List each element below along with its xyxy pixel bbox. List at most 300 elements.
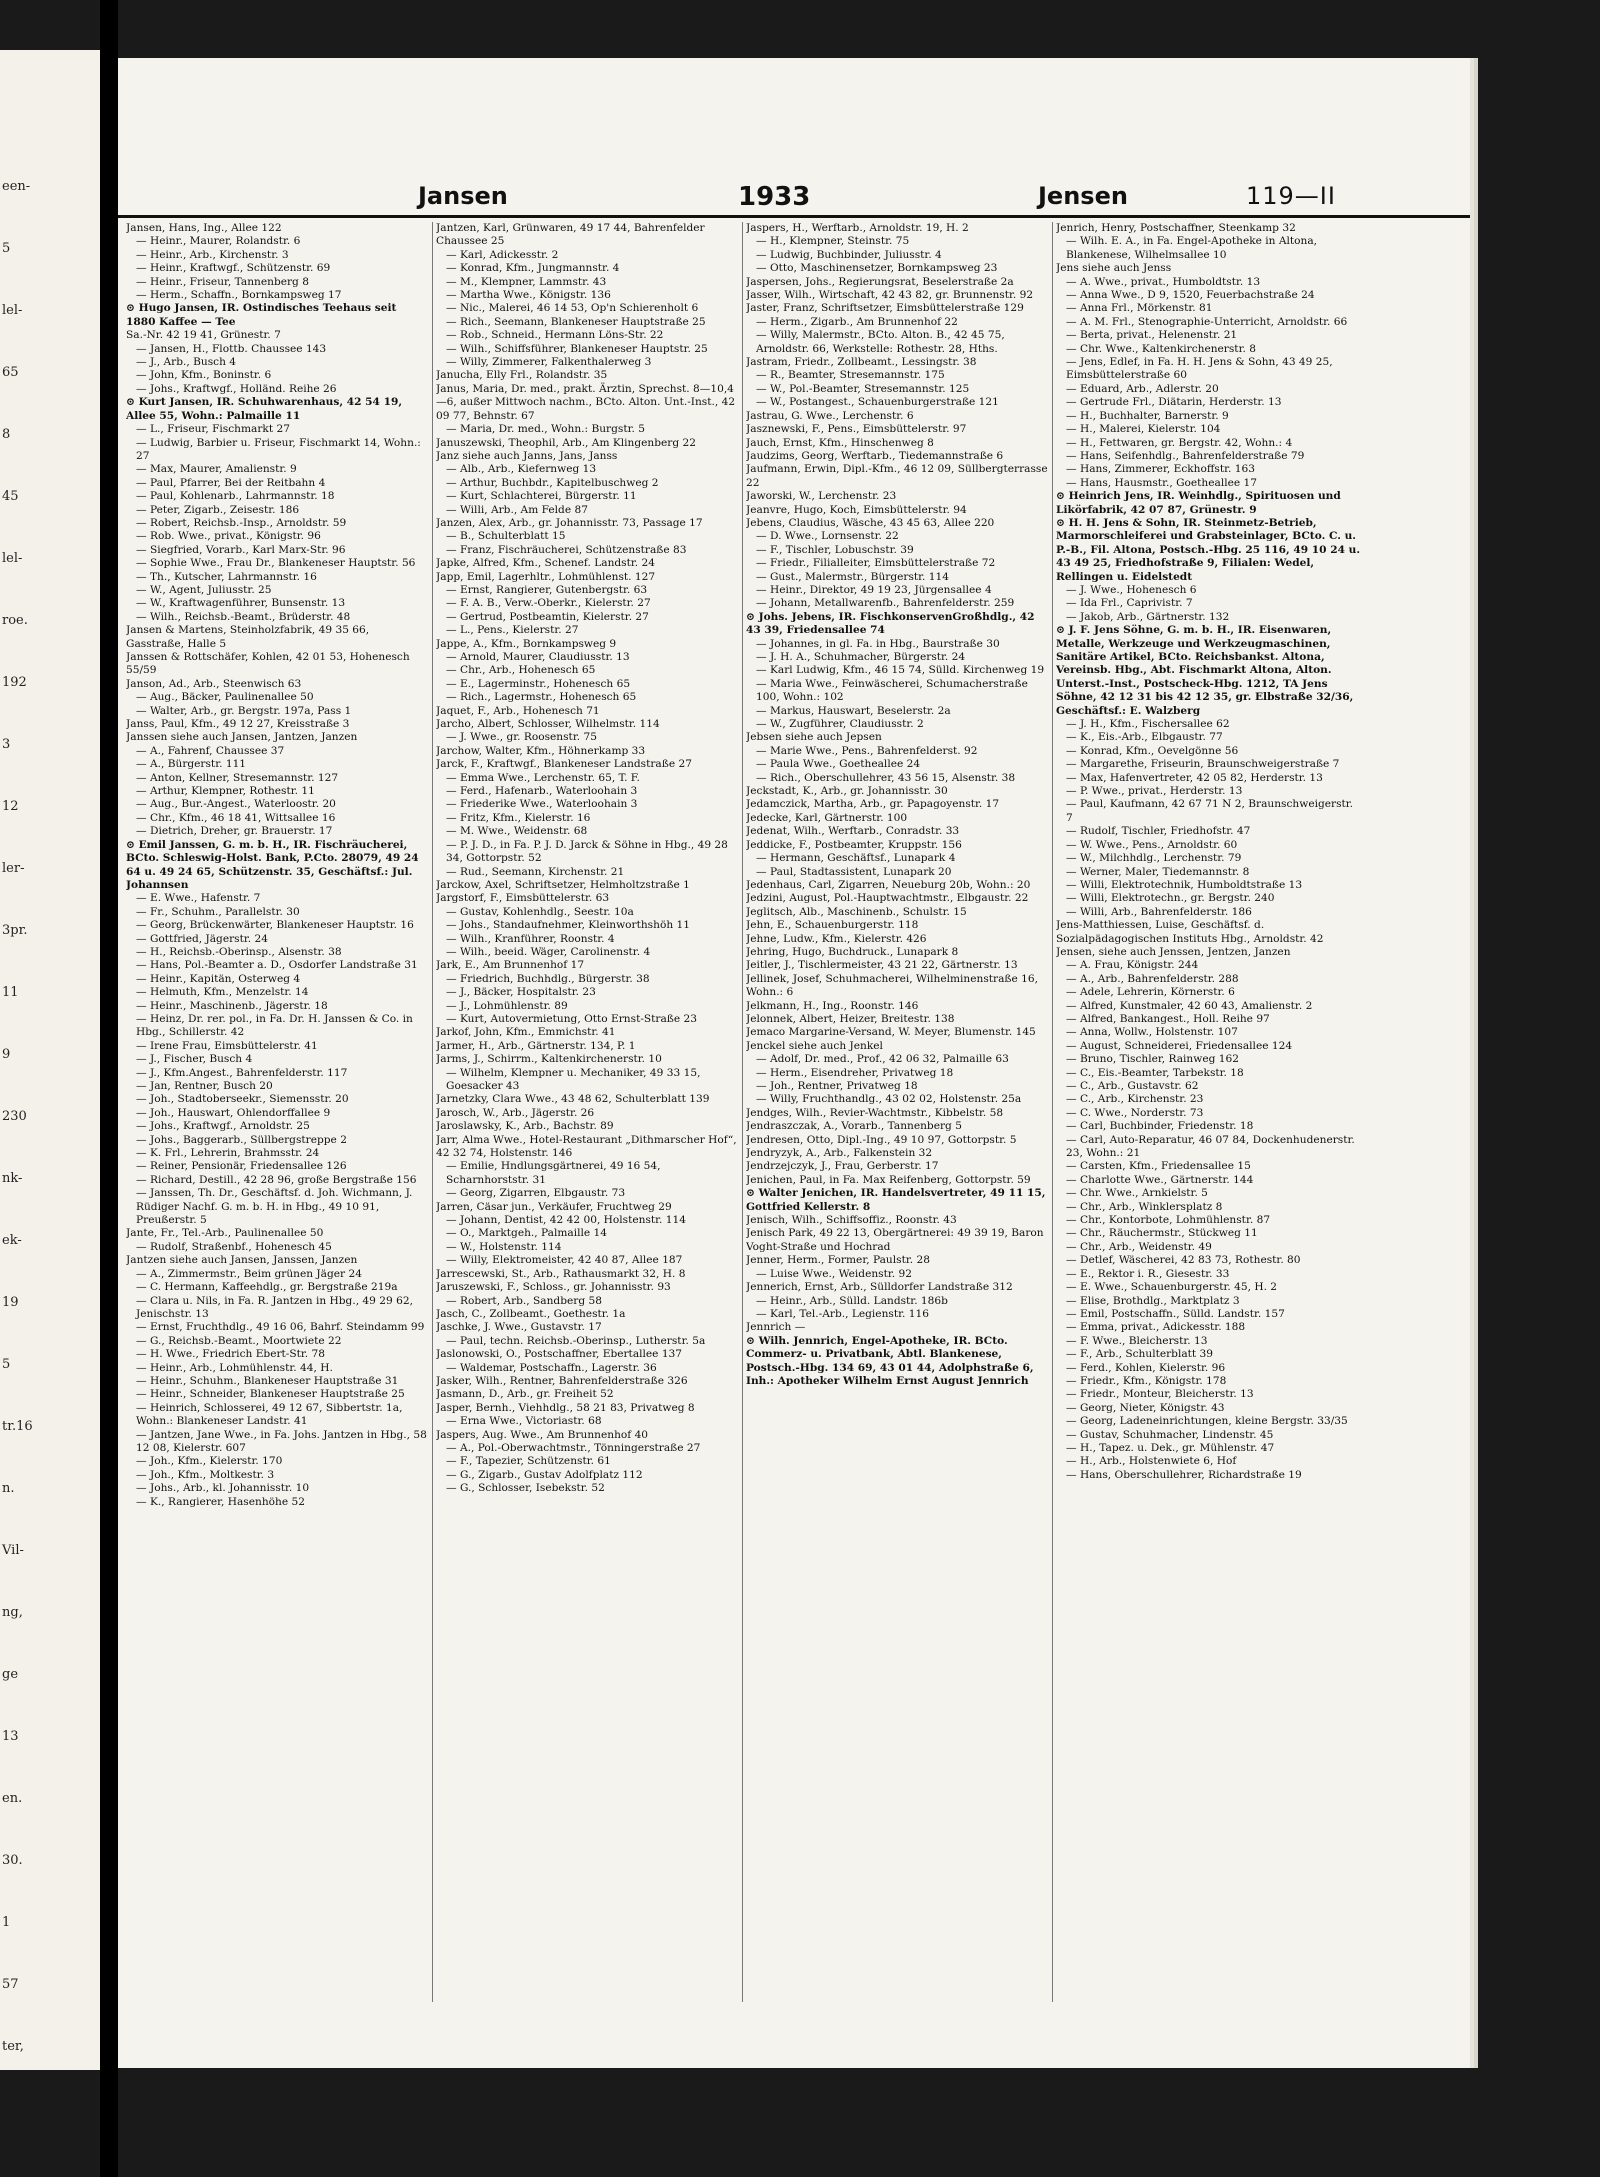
directory-entry: — W., Milchhdlg., Lerchenstr. 79 [1066,852,1242,865]
directory-entry: — Paul, Kaufmann, 42 67 71 N 2, Braunschweigerstr. 7 [1066,798,1354,824]
directory-entry: Jeglitsch, Alb., Maschinenb., Schulstr. 15 [746,905,967,918]
directory-entry: — Friedr., Kfm., Königstr. 178 [1066,1374,1227,1387]
directory-entry: — Gust., Malermstr., Bürgerstr. 114 [756,570,950,583]
directory-entry: — Paul, Pfarrer, Bei der Reitbahn 4 [136,476,326,489]
directory-entry: — Elise, Brothdlg., Marktplatz 3 [1066,1294,1240,1307]
directory-entry: Jarkof, John, Kfm., Emmichstr. 41 [436,1026,616,1039]
directory-entry: Jansen, Hans, Ing., Allee 122 [126,222,282,234]
directory-entry: — Hans, Pol.-Beamter a. D., Osdorfer Landstraße 31 [136,959,418,972]
directory-entry: — Chr. Wwe., Kaltenkirchenerstr. 8 [1066,342,1256,355]
directory-entry: — Emilie, Hndlungsgärtnerei, 49 16 54, Scharnhorststr. 31 [446,1160,661,1186]
directory-entry: — Gertrude Frl., Diätarin, Herderstr. 13 [1066,396,1282,409]
directory-entry: Jenisch Park, 49 22 13, Obergärtnerei: 49 39 19, Baron Voght-Straße und Hochrad [746,1227,1044,1253]
directory-entry: ⊙ Emil Janssen, G. m. b. H., IR. Fischräucherei, BCto. Schleswig-Holst. Bank, P.Cto. 28079, 49 24 64 u. 49 24 65, Schützenstr. 35, Geschäftsf.: Jul. Johannsen [126,838,419,891]
directory-entry: — W., Postangest., Schauenburgerstraße 121 [756,396,999,409]
directory-entry: — Jakob, Arb., Gärtnerstr. 132 [1066,610,1230,623]
directory-entry: — H., Arb., Holstenwiete 6, Hof [1066,1455,1237,1468]
directory-entry: — Arthur, Klempner, Rothestr. 11 [136,785,315,798]
directory-entry: — Karl, Tel.-Arb., Legienstr. 116 [756,1307,929,1320]
directory-entry: — Aug., Bäcker, Paulinenallee 50 [136,691,314,704]
directory-entry: — Johs., Baggerarb., Süllbergstreppe 2 [136,1133,347,1146]
header-rule [118,215,1470,218]
directory-entry: — Wilhelm, Klempner u. Mechaniker, 49 33 15, Goesacker 43 [446,1066,701,1092]
directory-entry: Jenichen, Paul, in Fa. Max Reifenberg, Gottorpstr. 59 [746,1173,1031,1186]
previous-page-fragment: 12 [2,799,19,814]
header-left-word: Jansen [418,182,508,210]
directory-entry: ⊙ Walter Jenichen, IR. Handelsvertreter, 49 11 15, Gottfried Kellerstr. 8 [746,1187,1046,1213]
directory-entry: — Sophie Wwe., Frau Dr., Blankeneser Hauptstr. 56 [136,557,416,570]
directory-entry: Jarmer, H., Arb., Gärtnerstr. 134, P. 1 [436,1039,636,1052]
directory-entry: — Luise Wwe., Weidenstr. 92 [756,1267,912,1280]
directory-entry: — Hans, Hausmstr., Goetheallee 17 [1066,476,1258,489]
directory-entry: — J., Kfm.Angest., Bahrenfelderstr. 117 [136,1066,348,1079]
directory-entry: — Heinr., Arb., Kirchenstr. 3 [136,248,289,261]
directory-entry: — Emma, privat., Adickesstr. 188 [1066,1321,1246,1334]
previous-page-fragment: 45 [2,489,19,504]
directory-entry: — H. Wwe., Friedrich Ebert-Str. 78 [136,1348,326,1361]
previous-page-fragment: 9 [2,1047,11,1062]
previous-page-fragment: 5 [2,1357,11,1372]
directory-entry: ⊙ Kurt Jansen, IR. Schuhwarenhaus, 42 54 19, Allee 55, Wohn.: Palmaille 11 [126,396,403,422]
page-header [118,182,1470,218]
directory-entry: Jelonnek, Albert, Heizer, Breitestr. 138 [746,1012,955,1025]
directory-entry: — Carsten, Kfm., Friedensallee 15 [1066,1160,1251,1173]
directory-entry: — Herm., Zigarb., Am Brunnenhof 22 [756,315,958,328]
directory-entry: — Clara u. Nils, in Fa. R. Jantzen in Hbg., 49 29 62, Jenischstr. 13 [136,1294,413,1320]
directory-entry: — F., Tischler, Lobuschstr. 39 [756,543,914,556]
directory-entry: — Charlotte Wwe., Gärtnerstr. 144 [1066,1173,1254,1186]
directory-entry: Jennerich, Ernst, Arb., Sülldorfer Landstraße 312 [746,1281,1013,1294]
directory-entry: — E. Wwe., Hafenstr. 7 [136,892,261,905]
column-divider [432,222,433,2002]
directory-entry: — J. H., Kfm., Fischersallee 62 [1066,718,1230,731]
directory-entry: — Fr., Schuhm., Parallelstr. 30 [136,905,300,918]
previous-page-fragment: lel- [2,551,23,566]
directory-entry: — Joh., Kfm., Kielerstr. 170 [136,1455,283,1468]
directory-entry: — Heinr., Maschinenb., Jägerstr. 18 [136,999,328,1012]
directory-entry: Jarren, Cäsar jun., Verkäufer, Fruchtweg 29 [436,1200,672,1213]
directory-entry: Jantzen siehe auch Jansen, Janssen, Janzen [126,1254,358,1267]
directory-entry: — A., Pol.-Oberwachtmstr., Tönningerstraße 27 [446,1441,701,1454]
directory-entry: Jasper, Bernh., Viehhdlg., 58 21 83, Privatweg 8 [436,1401,695,1414]
previous-page-fragment: Vil- [2,1543,24,1558]
directory-entry: — Ferd., Kohlen, Kielerstr. 96 [1066,1361,1226,1374]
directory-entry: Jark, E., Am Brunnenhof 17 [436,959,585,972]
directory-entry: — Paul, Stadtassistent, Lunapark 20 [756,865,952,878]
column-4 [1056,222,1360,2042]
directory-entry: — C., Arb., Gustavstr. 62 [1066,1080,1199,1092]
directory-entry: — Dietrich, Dreher, gr. Brauerstr. 17 [136,825,333,838]
directory-entry: — J. Wwe., gr. Roosenstr. 75 [446,731,597,744]
directory-entry: Jarms, J., Schirrm., Kaltenkirchenerstr. 10 [436,1053,662,1066]
directory-entry: — Heinr., Arb., Lohmühlenstr. 44, H. [136,1361,333,1374]
directory-entry: — Heinr., Schuhm., Blankeneser Hauptstraße 31 [136,1374,399,1387]
directory-entry: — Chr., Kfm., 46 18 41, Wittsallee 16 [136,811,336,824]
directory-entry: — Ida Frl., Caprivistr. 7 [1066,597,1193,610]
directory-entry: — Anna, Wollw., Holstenstr. 107 [1066,1026,1238,1039]
directory-entry: — Richard, Destill., 42 28 96, große Bergstraße 156 [136,1173,417,1186]
previous-page-fragment: ng, [2,1605,23,1620]
directory-entry: — K., Eis.-Arb., Elbgaustr. 77 [1066,731,1223,744]
directory-entry: — K. Frl., Lehrerin, Brahmsstr. 24 [136,1147,320,1160]
directory-entry: Jasker, Wilh., Rentner, Bahrenfelderstraße 326 [436,1374,688,1387]
directory-entry: — Georg, Zigarren, Elbgaustr. 73 [446,1187,626,1200]
previous-page-fragment: 3pr. [2,923,28,938]
directory-entry: ⊙ H. H. Jens & Sohn, IR. Steinmetz-Betrieb, Marmorschleiferei und Grabsteinlager, BCto. C. u. P.-B., Fil. Altona, Postsch.-Hbg. 25 116, 49 10 24 u. 43 49 25, Friedhofstraße 9, Filialen: Wedel, Rellingen u. Eidelstedt [1056,516,1360,583]
directory-entry: — B., Schulterblatt 15 [446,530,566,543]
directory-entry: — Robert, Arb., Sandberg 58 [446,1294,602,1307]
directory-entry: — K., Rangierer, Hasenhöhe 52 [136,1495,305,1508]
directory-entry: — Wilh., beeid. Wäger, Carolinenstr. 4 [446,945,651,958]
directory-entry: — Johs., Arb., kl. Johannisstr. 10 [136,1482,310,1495]
directory-entry: — H., Klempner, Steinstr. 75 [756,235,910,248]
directory-entry: — J., Bäcker, Hospitalstr. 23 [446,986,596,999]
directory-entry: — M. Wwe., Weidenstr. 68 [446,825,588,838]
directory-entry: — Jansen, H., Flottb. Chaussee 143 [136,342,327,355]
directory-entry: Japke, Alfred, Kfm., Schenef. Landstr. 24 [436,557,655,570]
previous-page-fragment: n. [2,1481,15,1496]
directory-entry: Jedenat, Wilh., Werftarb., Conradstr. 33 [746,825,960,838]
directory-entry: Januszewski, Theophil, Arb., Am Klingenberg 22 [436,436,696,449]
directory-entry: — Waldemar, Postschaffn., Lagerstr. 36 [446,1361,657,1374]
directory-entry: Jarckow, Axel, Schriftsetzer, Helmholtzstraße 1 [436,878,690,891]
previous-page-fragment: roe. [2,613,28,628]
directory-entry: — Emil, Postschaffn., Sülld. Landstr. 157 [1066,1307,1285,1320]
directory-entry: Jedenhaus, Carl, Zigarren, Neueburg 20b, Wohn.: 20 [746,878,1031,891]
directory-entry: — G., Zigarb., Gustav Adolfplatz 112 [446,1468,643,1481]
directory-entry: — Georg, Brückenwärter, Blankeneser Hauptstr. 16 [136,919,414,932]
directory-entry: — Janssen, Th. Dr., Geschäftsf. d. Joh. Wichmann, J. Rüdiger Nachf. G. m. b. H. in Hbg., 49 10 91, Preußerstr. 5 [136,1187,413,1227]
directory-entry: ⊙ Hugo Jansen, IR. Ostindisches Teehaus seit 1880 Kaffee — Tee [126,302,397,328]
directory-entry: Jendresen, Otto, Dipl.-Ing., 49 10 97, Gottorpstr. 5 [746,1133,1017,1146]
directory-entry: — C. Hermann, Kaffeehdlg., gr. Bergstraße 219a [136,1281,398,1294]
directory-entry: — Heinr., Arb., Sülld. Landstr. 186b [756,1294,948,1307]
directory-entry: — Adolf, Dr. med., Prof., 42 06 32, Palmaille 63 [756,1053,1009,1066]
directory-entry: Janssen siehe auch Jansen, Jantzen, Janzen [126,731,358,744]
directory-entry: Jastrau, G. Wwe., Lerchenstr. 6 [746,409,914,422]
directory-entry: — Willy, Fruchthandlg., 43 02 02, Holstenstr. 25a [756,1093,1022,1106]
directory-entry: Jante, Fr., Tel.-Arb., Paulinenallee 50 [126,1227,324,1240]
directory-entry: — Heinr., Schneider, Blankeneser Hauptstraße 25 [136,1388,405,1401]
directory-entry: — Rud., Seemann, Kirchenstr. 21 [446,865,625,878]
previous-page-fragment: tr.16 [2,1419,33,1434]
directory-entry: — Anna Frl., Mörkenstr. 81 [1066,302,1213,315]
directory-entry: — Georg, Nieter, Königstr. 43 [1066,1401,1225,1414]
directory-entry: — Hermann, Geschäftsf., Lunapark 4 [756,852,956,865]
directory-entry: — Heinrich, Schlosserei, 49 12 67, Sibbertstr. 1a, Wohn.: Blankeneser Landstr. 41 [136,1401,403,1428]
directory-entry: — Konrad, Kfm., Jungmannstr. 4 [446,262,620,275]
directory-entry: Jasch, C., Zollbeamt., Goethestr. 1a [436,1307,626,1320]
directory-entry: — Siegfried, Vorarb., Karl Marx-Str. 96 [136,543,346,556]
directory-entry: — Eduard, Arb., Adlerstr. 20 [1066,382,1219,395]
directory-entry: — Gottfried, Jägerstr. 24 [136,932,268,945]
directory-entry: — Wilh. E. A., in Fa. Engel-Apotheke in Altona, Blankenese, Wilhelmsallee 10 [1066,235,1318,261]
directory-entry: — Willy, Elektromeister, 42 40 87, Allee 187 [446,1254,683,1267]
directory-entry: Janucha, Elly Frl., Rolandstr. 35 [436,369,608,382]
directory-entry: — Alfred, Kunstmaler, 42 60 43, Amalienstr. 2 [1066,999,1313,1012]
directory-entry: — Gertrud, Postbeamtin, Kielerstr. 27 [446,610,649,623]
directory-entry: Jellinek, Josef, Schuhmacherei, Wilhelminenstraße 16, Wohn.: 6 [746,972,1038,999]
directory-entry: — Chr., Arb., Weidenstr. 49 [1066,1240,1212,1253]
directory-entry: Jarnetzky, Clara Wwe., 43 48 62, Schulterblatt 139 [436,1093,710,1106]
directory-entry: — P. Wwe., privat., Herderstr. 13 [1066,785,1243,798]
column-1 [126,222,428,2042]
directory-entry: — C. Wwe., Norderstr. 73 [1066,1106,1204,1119]
directory-entry: — Kurt, Schlachterei, Bürgerstr. 11 [446,490,637,503]
directory-entry: Jendges, Wilh., Revier-Wachtmstr., Kibbelstr. 58 [746,1106,1004,1119]
directory-entry: — Nic., Malerei, 46 14 53, Op'n Schierenholt 6 [446,302,699,315]
directory-entry: — Friedr., Filialleiter, Eimsbüttelerstraße 72 [756,557,996,570]
directory-entry: — Heinz, Dr. rer. pol., in Fa. Dr. H. Janssen & Co. in Hbg., Schillerstr. 42 [136,1012,413,1039]
directory-entry: — Wilh., Kranführer, Roonstr. 4 [446,932,615,945]
previous-page-fragment: een- [2,179,31,194]
directory-entry: Jarchow, Walter, Kfm., Höhnerkamp 33 [436,744,646,757]
directory-entry: — Gustav, Kohlenhdlg., Seestr. 10a [446,905,634,918]
directory-entry: — Rich., Oberschullehrer, 43 56 15, Alsenstr. 38 [756,771,1016,784]
directory-entry: — Ludwig, Barbier u. Friseur, Fischmarkt 14, Wohn.: 27 [136,436,421,462]
directory-entry: — Markus, Hauswart, Beselerstr. 2a [756,704,951,717]
previous-page-fragment: ter, [2,2039,24,2054]
directory-entry: Janz siehe auch Janns, Jans, Janss [436,449,618,462]
directory-entry: — Rich., Seemann, Blankeneser Hauptstraße 25 [446,315,706,328]
directory-entry: Jauch, Ernst, Kfm., Hinschenweg 8 [746,436,934,449]
directory-entry: — Rob. Wwe., privat., Königstr. 96 [136,530,321,543]
directory-entry: — Peter, Zigarb., Zeisestr. 186 [136,503,300,516]
directory-entry: Sa.-Nr. 42 19 41, Grünestr. 7 [126,329,281,342]
directory-entry: — Paul, techn. Reichsb.-Oberinsp., Lutherstr. 5a [446,1334,706,1347]
directory-entry: — F. Wwe., Bleicherstr. 13 [1066,1334,1208,1347]
directory-entry: — Maria Wwe., Feinwäscherei, Schumacherstraße 100, Wohn.: 102 [756,677,1028,704]
directory-entry: — Fritz, Kfm., Kielerstr. 16 [446,811,591,824]
directory-entry: — O., Marktgeh., Palmaille 14 [446,1227,608,1240]
directory-entry: — A., Arb., Bahrenfelderstr. 288 [1066,972,1239,985]
directory-entry: Janss, Paul, Kfm., 49 12 27, Kreisstraße 3 [126,718,350,731]
directory-entry: — W., Agent, Juliusstr. 25 [136,583,272,596]
directory-entry: — Jan, Rentner, Busch 20 [136,1080,273,1092]
directory-entry: — Chr., Räuchermstr., Stückweg 11 [1066,1227,1258,1240]
directory-entry: — W., Holstenstr. 114 [446,1240,562,1253]
directory-entry: — Joh., Kfm., Moltkestr. 3 [136,1468,275,1481]
previous-page-fragment: ek- [2,1233,22,1248]
directory-entry: Jaruszewski, F., Schloss., gr. Johannisstr. 93 [436,1281,671,1294]
directory-entry: — J., Lohmühlenstr. 89 [446,999,568,1012]
previous-page-fragment: en. [2,1791,23,1806]
directory-entry: — Werner, Maler, Tiedemannstr. 8 [1066,865,1250,878]
directory-entry: Jennrich — [746,1321,806,1334]
directory-entry: — Friedrich, Buchhdlg., Bürgerstr. 38 [446,972,650,985]
directory-entry: — R., Beamter, Stresemannstr. 175 [756,369,945,382]
directory-entry: — Detlef, Wäscherei, 42 83 73, Rothestr. 80 [1066,1254,1301,1267]
directory-entry: — Chr., Kontorbote, Lohmühlenstr. 87 [1066,1214,1271,1227]
directory-entry: — W. Wwe., Pens., Arnoldstr. 60 [1066,838,1238,851]
directory-entry: — H., Fettwaren, gr. Bergstr. 42, Wohn.: 4 [1066,436,1293,449]
directory-entry: — J. Wwe., Hohenesch 6 [1066,583,1197,596]
directory-entry: — Ludwig, Buchbinder, Juliusstr. 4 [756,248,942,261]
directory-entry: — Ferd., Hafenarb., Waterloohain 3 [446,785,638,798]
directory-entry: — Chr., Arb., Winklersplatz 8 [1066,1200,1223,1213]
directory-entry: — Adele, Lehrerin, Körnerstr. 6 [1066,986,1235,999]
directory-entry: — Arnold, Maurer, Claudiusstr. 13 [446,651,630,663]
directory-entry: — Willy, Zimmerer, Falkenthalerweg 3 [446,356,652,369]
directory-entry: — P. J. D., in Fa. P. J. D. Jarck & Söhne in Hbg., 49 28 34, Gottorpstr. 52 [446,838,728,865]
directory-entry: — Herm., Schaffn., Bornkampsweg 17 [136,289,342,302]
previous-page-fragment: nk- [2,1171,23,1186]
directory-entry: Jarr, Alma Wwe., Hotel-Restaurant „Dithmarscher Hof“, 42 32 74, Holstenstr. 146 [436,1133,737,1160]
directory-entry: — G., Schlosser, Isebekstr. 52 [446,1482,605,1495]
directory-entry: — E., Rektor i. R., Giesestr. 33 [1066,1267,1230,1280]
directory-entry: Jargstorf, F., Eimsbüttelerstr. 63 [436,892,610,905]
directory-entry: — Willy, Malermstr., BCto. Alton. B., 42 45 75, Arnoldstr. 66, Werkstelle: Rothestr. 28, Hths. [756,329,1005,355]
directory-entry: — Max, Maurer, Amalienstr. 9 [136,463,297,476]
directory-entry: — Heinr., Kapitän, Osterweg 4 [136,972,301,985]
directory-entry: — W., Zugführer, Claudiusstr. 2 [756,718,924,731]
directory-entry: — Erna Wwe., Victoriastr. 68 [446,1415,602,1428]
directory-entry: Jaufmann, Erwin, Dipl.-Kfm., 46 12 09, Süllbergterrasse 22 [746,463,1048,489]
directory-page [118,58,1470,2068]
directory-entry: Jaster, Franz, Schriftsetzer, Eimsbüttelerstraße 129 [746,302,1024,315]
header-right-word: Jensen [1038,182,1128,210]
directory-entry: — Paul, Kohlenarb., Lahrmannstr. 18 [136,490,335,503]
book-gutter [100,0,118,2177]
directory-entry: Jaspers, H., Werftarb., Arnoldstr. 19, H. 2 [746,222,969,234]
directory-entry: Jeckstadt, K., Arb., gr. Johannisstr. 30 [746,785,948,798]
previous-page-fragment: 65 [2,365,19,380]
directory-entry: — L., Pens., Kielerstr. 27 [446,624,579,637]
directory-entry: — J., Arb., Busch 4 [136,356,236,369]
directory-entry: Jenisch, Wilh., Schiffsoffiz., Roonstr. 43 [746,1214,957,1227]
directory-entry: — Th., Kutscher, Lahrmannstr. 16 [136,570,317,583]
directory-entry: Jelkmann, H., Ing., Roonstr. 146 [746,999,919,1012]
directory-entry: Jarosch, W., Arb., Jägerstr. 26 [436,1106,595,1119]
directory-entry: Janus, Maria, Dr. med., prakt. Ärztin, Sprechst. 8—10,4—6, außer Mittwoch nachm., BCto. Alton. Unt.-Inst., 42 09 77, Behnstr. 67 [436,382,736,422]
directory-entry: — Willi, Elektrotechn., gr. Bergstr. 240 [1066,892,1275,905]
directory-entry: — Paula Wwe., Goetheallee 24 [756,758,921,771]
directory-entry: — J., Fischer, Busch 4 [136,1053,253,1066]
previous-page-fragment: 3 [2,737,11,752]
directory-entry: — Max, Hafenvertreter, 42 05 82, Herderstr. 13 [1066,771,1323,784]
directory-entry: Jasmann, D., Arb., gr. Freiheit 52 [436,1388,614,1401]
directory-entry: — Joh., Stadtoberseekr., Siemensstr. 20 [136,1093,349,1106]
directory-entry: Jeddicke, F., Postbeamter, Kruppstr. 156 [746,838,962,851]
directory-entry: Jedecke, Karl, Gärtnerstr. 100 [746,811,908,824]
directory-entry: Jarrescewski, St., Arb., Rathausmarkt 32, H. 8 [436,1267,686,1280]
directory-entry: Jenckel siehe auch Jenkel [746,1039,883,1052]
directory-entry: Jarcho, Albert, Schlosser, Wilhelmstr. 114 [436,718,660,731]
directory-entry: — Chr. Wwe., Arnkielstr. 5 [1066,1187,1208,1200]
header-year: 1933 [738,182,811,212]
directory-entry: — Johann, Metallwarenfb., Bahrenfelderstr. 259 [756,597,1015,610]
directory-entry: — H., Tapez. u. Dek., gr. Mühlenstr. 47 [1066,1441,1275,1454]
previous-page-fragment: 19 [2,1295,19,1310]
directory-entry: Jehring, Hugo, Buchdruck., Lunapark 8 [746,945,959,958]
directory-entry: — Reiner, Pensionär, Friedensallee 126 [136,1160,347,1173]
directory-entry: — Walter, Arb., gr. Bergstr. 197a, Pass 1 [136,704,352,717]
directory-entry: — Berta, privat., Helenenstr. 21 [1066,329,1238,342]
directory-entry: Jappe, A., Kfm., Bornkampsweg 9 [436,637,617,650]
previous-page-fragment: 1 [2,1915,11,1930]
directory-entry: — Johs., Kraftwgf., Holländ. Reihe 26 [136,382,337,395]
directory-entry: — W., Kraftwagenführer, Bunsenstr. 13 [136,597,346,610]
previous-page-fragment: ge [2,1667,19,1682]
directory-entry: Jedzini, August, Pol.-Hauptwachtmstr., Elbgaustr. 22 [746,892,1029,905]
directory-entry: — Heinr., Kraftwgf., Schützenstr. 69 [136,262,331,275]
directory-entry: — J. H. A., Schuhmacher, Bürgerstr. 24 [756,651,966,663]
directory-entry: — Johann, Dentist, 42 42 00, Holstenstr. 114 [446,1214,687,1227]
directory-entry: — Alfred, Bankangest., Holl. Reihe 97 [1066,1012,1270,1025]
directory-entry: Jebens, Claudius, Wäsche, 43 45 63, Allee 220 [746,516,995,529]
directory-entry: — Chr., Arb., Hohenesch 65 [446,664,596,677]
directory-entry: — Otto, Maschinensetzer, Bornkampsweg 23 [756,262,998,275]
directory-entry: Jendryzyk, A., Arb., Falkenstein 32 [746,1147,933,1160]
directory-entry: — Johs., Kraftwgf., Arnoldstr. 25 [136,1120,310,1133]
directory-entry: Janzen, Alex, Arb., gr. Johannisstr. 73, Passage 17 [436,516,703,529]
directory-entry: Jasser, Wilh., Wirtschaft, 42 43 82, gr. Brunnenstr. 92 [746,289,1034,302]
directory-entry: — Wilh., Schiffsführer, Blankeneser Hauptstr. 25 [446,342,708,355]
directory-entry: — C., Eis.-Beamter, Tarbekstr. 18 [1066,1066,1244,1079]
directory-entry: — Aug., Bur.-Angest., Waterloostr. 20 [136,798,336,811]
directory-entry: ⊙ J. F. Jens Söhne, G. m. b. H., IR. Eisenwaren, Metalle, Werkzeuge und Werkzeugmaschinen, Sanitäre Artikel, BCto. Reichsbankst. Altona, Vereinsb. Hbg., Abt. Fischmarkt Altona, Alton. Unterst.-Inst., Postscheck-Hbg. 1212, TA Jens Söhne, 42 12 31 bis 42 12 35, gr. Elbstraße 32/36, Geschäftsf.: E. Walzberg [1056,624,1354,717]
previous-page-fragment: 13 [2,1729,19,1744]
directory-entry: Jenrich, Henry, Postschaffner, Steenkamp 32 [1056,222,1296,234]
directory-entry: — C., Arb., Kirchenstr. 23 [1066,1093,1204,1106]
directory-entry: — Margarethe, Friseurin, Braunschweigerstraße 7 [1066,758,1340,771]
directory-entry: — Irene Frau, Eimsbüttelerstr. 41 [136,1039,318,1052]
directory-entry: — Willi, Arb., Bahrenfelderstr. 186 [1066,905,1252,918]
directory-entry: — Martha Wwe., Königstr. 136 [446,289,611,302]
directory-entry: Jens siehe auch Jenss [1056,262,1172,275]
directory-entry: — D. Wwe., Lornsenstr. 22 [756,530,899,543]
directory-entry: — Joh., Hauswart, Ohlendorffallee 9 [136,1106,331,1119]
directory-entry: — H., Malerei, Kielerstr. 104 [1066,423,1221,436]
directory-entry: Jemaco Margarine-Versand, W. Meyer, Blumenstr. 145 [746,1026,1036,1039]
directory-entry: — F., Tapezier, Schützenstr. 61 [446,1455,611,1468]
directory-entry: Jensen, siehe auch Jenssen, Jentzen, Janzen [1056,945,1291,958]
directory-entry: — Konrad, Kfm., Oevelgönne 56 [1066,744,1239,757]
directory-entry: Jaroslawsky, K., Arb., Bachstr. 89 [436,1120,614,1133]
directory-entry: — Alb., Arb., Kiefernweg 13 [446,463,597,476]
directory-entry: Jens-Matthiessen, Luise, Geschäftsf. d. Sozialpädagogischen Instituts Hbg., Arnoldstr. 42 [1056,919,1324,945]
directory-entry: — Maria, Dr. med., Wohn.: Burgstr. 5 [446,423,645,436]
directory-entry: — Willi, Elektrotechnik, Humboldtstraße 13 [1066,878,1303,891]
directory-entry: ⊙ Johs. Jebens, IR. FischkonservenGroßhdlg., 42 43 39, Friedensallee 74 [746,610,1035,637]
directory-entry: Janson, Ad., Arb., Steenwisch 63 [126,677,302,690]
directory-entry: Jasznewski, F., Pens., Eimsbüttelerstr. 97 [746,423,967,436]
directory-entry: Jaquet, F., Arb., Hohenesch 71 [436,704,600,717]
directory-entry: — Emma Wwe., Lerchenstr. 65, T. F. [446,771,640,784]
previous-page-fragment: lel- [2,303,23,318]
directory-entry: Jendraszczak, A., Vorarb., Tannenberg 5 [746,1120,962,1133]
directory-entry: Jeanvre, Hugo, Koch, Eimsbüttelerstr. 94 [746,503,967,516]
directory-entry: — Rob., Schneid., Hermann Löns-Str. 22 [446,329,664,342]
directory-entry: — Gustav, Schuhmacher, Lindenstr. 45 [1066,1428,1274,1441]
directory-entry: — Ernst, Rangierer, Gutenbergstr. 63 [446,583,648,596]
directory-entry: — A. M. Frl., Stenographie-Unterricht, Arnoldstr. 66 [1066,315,1348,328]
previous-page-fragment: 5 [2,241,11,256]
directory-entry: — Joh., Rentner, Privatweg 18 [756,1080,918,1092]
directory-entry: — Carl, Buchbinder, Friedenstr. 18 [1066,1120,1254,1133]
directory-entry: Jehne, Ludw., Kfm., Kielerstr. 426 [746,932,927,945]
directory-entry: — Hans, Oberschullehrer, Richardstraße 19 [1066,1468,1302,1481]
directory-entry: — Carl, Auto-Reparatur, 46 07 84, Dockenhudenerstr. 23, Wohn.: 21 [1066,1133,1355,1160]
previous-page-fragment: 192 [2,675,27,690]
directory-entry: — M., Klempner, Lammstr. 43 [446,275,607,288]
directory-entry: Jendrzejczyk, J., Frau, Gerberstr. 17 [746,1160,939,1173]
directory-entry: — A., Fahrenf, Chaussee 37 [136,744,285,757]
directory-entry: — Jantzen, Jane Wwe., in Fa. Johs. Jantzen in Hbg., 58 12 08, Kielerstr. 607 [136,1428,427,1454]
directory-entry: — Friederike Wwe., Waterloohain 3 [446,798,638,811]
directory-entry: — Franz, Fischräucherei, Schützenstraße 83 [446,543,687,556]
directory-entry: — Georg, Ladeneinrichtungen, kleine Bergstr. 33/35 [1066,1415,1348,1428]
